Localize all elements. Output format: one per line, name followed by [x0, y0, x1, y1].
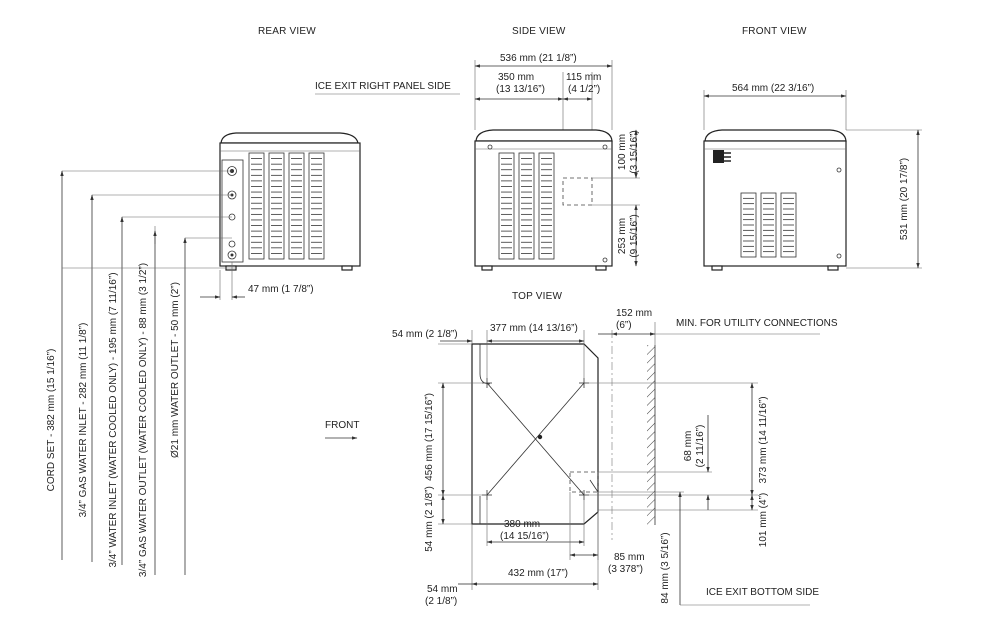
side-view-title: SIDE VIEW: [512, 26, 566, 37]
louver-column: [249, 153, 264, 259]
side-350mm: 350 mm: [498, 72, 535, 83]
front-width-dimension: 564 mm (22 3/16”): [732, 83, 815, 94]
top-85in: (3 378”): [608, 564, 644, 575]
front-view: [704, 83, 922, 270]
side-115in: (4 1/2”): [568, 84, 601, 95]
cord-set-label: CORD SET - 382 mm (15 1/16”): [46, 348, 57, 492]
side-253in: (9 15/16”): [629, 214, 640, 258]
top-456: 456 mm (17 15/16”): [424, 393, 435, 481]
rear-view: [46, 133, 360, 577]
side-350in: (13 13/16”): [496, 84, 545, 95]
front-louvers: [741, 193, 796, 257]
top-373: 373 mm (14 11/16”): [758, 396, 769, 484]
water-inlet-label: 3/4” WATER INLET (WATER COOLED ONLY) - 195 mm (7 11/16”): [108, 272, 119, 568]
top-432: 432 mm (17”): [508, 568, 569, 579]
top-54a: 54 mm (2 1/8”): [392, 329, 458, 340]
top-68in: (2 11/16”): [695, 424, 706, 468]
louver-column: [269, 153, 284, 259]
side-100in: (3 15/16”): [629, 130, 640, 174]
side-width-dimension: 536 mm (21 1/8”): [500, 53, 577, 64]
top-ice-exit-label: ICE EXIT BOTTOM SIDE: [706, 587, 819, 598]
side-100mm: 100 mm: [617, 133, 628, 171]
side-253mm: 253 mm: [617, 217, 628, 255]
top-view: [325, 308, 838, 607]
louver-column: [539, 153, 554, 259]
top-380in: (14 15/16”): [500, 531, 549, 542]
side-view: [315, 53, 640, 270]
louver-column: [499, 153, 514, 259]
gas-water-inlet-label: 3/4” GAS WATER INLET - 282 mm (11 1/8”): [78, 322, 89, 518]
side-louvers: [499, 153, 554, 259]
top-101: 101 mm (4”): [758, 492, 769, 548]
side-ice-exit-label: ICE EXIT RIGHT PANEL SIDE: [315, 81, 451, 92]
top-84: 84 mm (3 5/16”): [660, 532, 671, 604]
gas-water-outlet-label: 3/4” GAS WATER OUTLET (WATER COOLED ONLY) - 88 mm (3 1/2”): [138, 262, 149, 578]
top-152in: (6”): [616, 320, 632, 331]
top-68mm: 68 mm: [683, 430, 694, 462]
top-front-label: FRONT: [325, 420, 360, 431]
water-outlet-label: Ø21 mm WATER OUTLET - 50 mm (2”): [170, 282, 181, 458]
top-view-title: TOP VIEW: [512, 291, 563, 302]
rear-47mm-dimension: 47 mm (1 7/8”): [248, 284, 314, 295]
front-view-title: FRONT VIEW: [742, 26, 807, 37]
top-54c-mm: 54 mm: [427, 584, 458, 595]
top-min-utility: MIN. FOR UTILITY CONNECTIONS: [676, 318, 838, 329]
top-377: 377 mm (14 13/16”): [490, 323, 578, 334]
louver-column: [289, 153, 304, 259]
louver-column: [309, 153, 324, 259]
top-54c-in: (2 1/8”): [425, 596, 458, 607]
louver-column: [519, 153, 534, 259]
top-85mm: 85 mm: [614, 552, 645, 563]
top-152mm: 152 mm: [616, 308, 653, 319]
top-380mm: 380 mm: [504, 519, 541, 530]
top-54b: 54 mm (2 1/8”): [424, 486, 435, 552]
front-height-dimension: 531 mm (20 17/8”): [899, 157, 910, 241]
rear-view-title: REAR VIEW: [258, 26, 316, 37]
side-115mm: 115 mm: [566, 72, 602, 83]
